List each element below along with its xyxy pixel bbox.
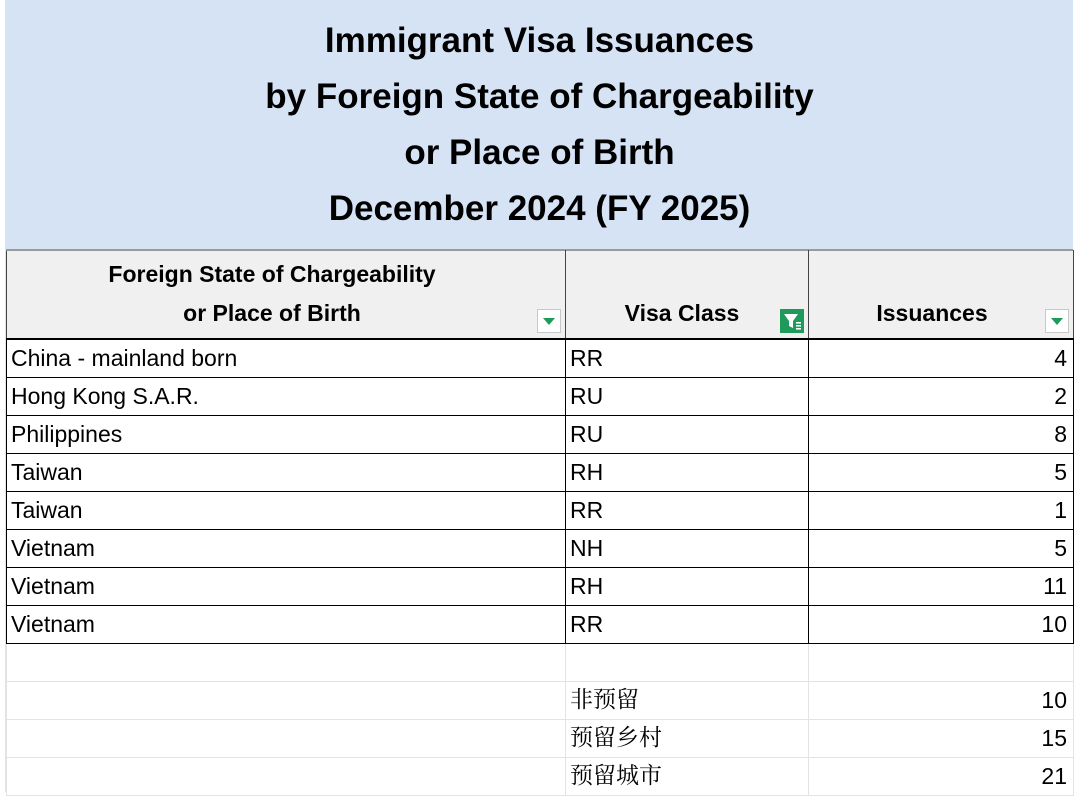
table-row: [7, 492, 1074, 530]
filter-active-icon: [782, 311, 802, 331]
issuances-cell[interactable]: 4: [809, 339, 1074, 378]
table-row: [7, 454, 1074, 492]
visa-class-cell[interactable]: RH: [566, 568, 809, 606]
place-cell[interactable]: Taiwan: [7, 492, 566, 530]
table-row: [7, 378, 1074, 416]
empty-cell[interactable]: [566, 644, 809, 682]
issuances-cell[interactable]: 5: [809, 454, 1074, 492]
summary-value-cell[interactable]: 15: [809, 720, 1074, 758]
issuances-cell[interactable]: 5: [809, 530, 1074, 568]
header-place[interactable]: [7, 251, 566, 340]
place-cell[interactable]: Philippines: [7, 416, 566, 454]
issuances-filter-button[interactable]: [1045, 309, 1069, 333]
issuances-cell[interactable]: 10: [809, 606, 1074, 644]
table-row: [7, 416, 1074, 454]
header-place-line1: Foreign State of Chargeability: [108, 261, 436, 287]
empty-cell[interactable]: [7, 720, 566, 758]
header-issuances[interactable]: [809, 251, 1074, 340]
header-visa-class-label: Visa Class: [624, 300, 740, 326]
issuances-cell[interactable]: 11: [809, 568, 1074, 606]
visa-class-cell[interactable]: RR: [566, 339, 809, 378]
issuances-cell[interactable]: 8: [809, 416, 1074, 454]
table-row: [7, 339, 1074, 378]
empty-cell[interactable]: [7, 682, 566, 720]
place-cell[interactable]: Vietnam: [7, 530, 566, 568]
header-row: [7, 251, 1074, 340]
title-line-1: Immigrant Visa Issuances: [324, 20, 755, 60]
table-row: [7, 606, 1074, 644]
visa-class-cell[interactable]: RR: [566, 492, 809, 530]
visa-class-cell[interactable]: RU: [566, 378, 809, 416]
visa-class-cell[interactable]: RR: [566, 606, 809, 644]
summary-label-cell[interactable]: 预留乡村: [566, 720, 809, 758]
place-cell[interactable]: China - mainland born: [7, 339, 566, 378]
issuances-cell[interactable]: 2: [809, 378, 1074, 416]
header-place-line2: or Place of Birth: [183, 300, 361, 326]
summary-row: [7, 682, 1074, 720]
visa-class-cell[interactable]: NH: [566, 530, 809, 568]
summary-row: [7, 720, 1074, 758]
title-line-2: by Foreign State of Chargeability: [265, 76, 814, 116]
title-cell[interactable]: [6, 0, 1073, 250]
dropdown-arrow-icon: [1050, 316, 1064, 326]
summary-label-cell[interactable]: 非预留: [566, 682, 809, 720]
summary-value-cell[interactable]: 21: [809, 758, 1074, 796]
place-cell[interactable]: Vietnam: [7, 606, 566, 644]
place-cell[interactable]: Taiwan: [7, 454, 566, 492]
visa-class-cell[interactable]: RH: [566, 454, 809, 492]
summary-value-cell[interactable]: 10: [809, 682, 1074, 720]
visa-class-filter-button[interactable]: [780, 309, 804, 333]
issuances-cell[interactable]: 1: [809, 492, 1074, 530]
dropdown-arrow-icon: [542, 316, 556, 326]
visa-class-cell[interactable]: RU: [566, 416, 809, 454]
title-line-3: or Place of Birth: [404, 132, 675, 172]
empty-cell[interactable]: [7, 644, 566, 682]
title-line-4: December 2024 (FY 2025): [328, 188, 751, 228]
table-row: [7, 530, 1074, 568]
summary-label-cell[interactable]: 预留城市: [566, 758, 809, 796]
summary-row: [7, 758, 1074, 796]
place-cell[interactable]: Vietnam: [7, 568, 566, 606]
table-row: [7, 568, 1074, 606]
empty-cell[interactable]: [809, 644, 1074, 682]
empty-row: [7, 644, 1074, 682]
issuance-table: [6, 250, 1074, 796]
header-issuances-label: Issuances: [876, 300, 988, 326]
empty-cell[interactable]: [7, 758, 566, 796]
place-cell[interactable]: Hong Kong S.A.R.: [7, 378, 566, 416]
header-visa-class[interactable]: [566, 251, 809, 340]
place-filter-button[interactable]: [537, 309, 561, 333]
